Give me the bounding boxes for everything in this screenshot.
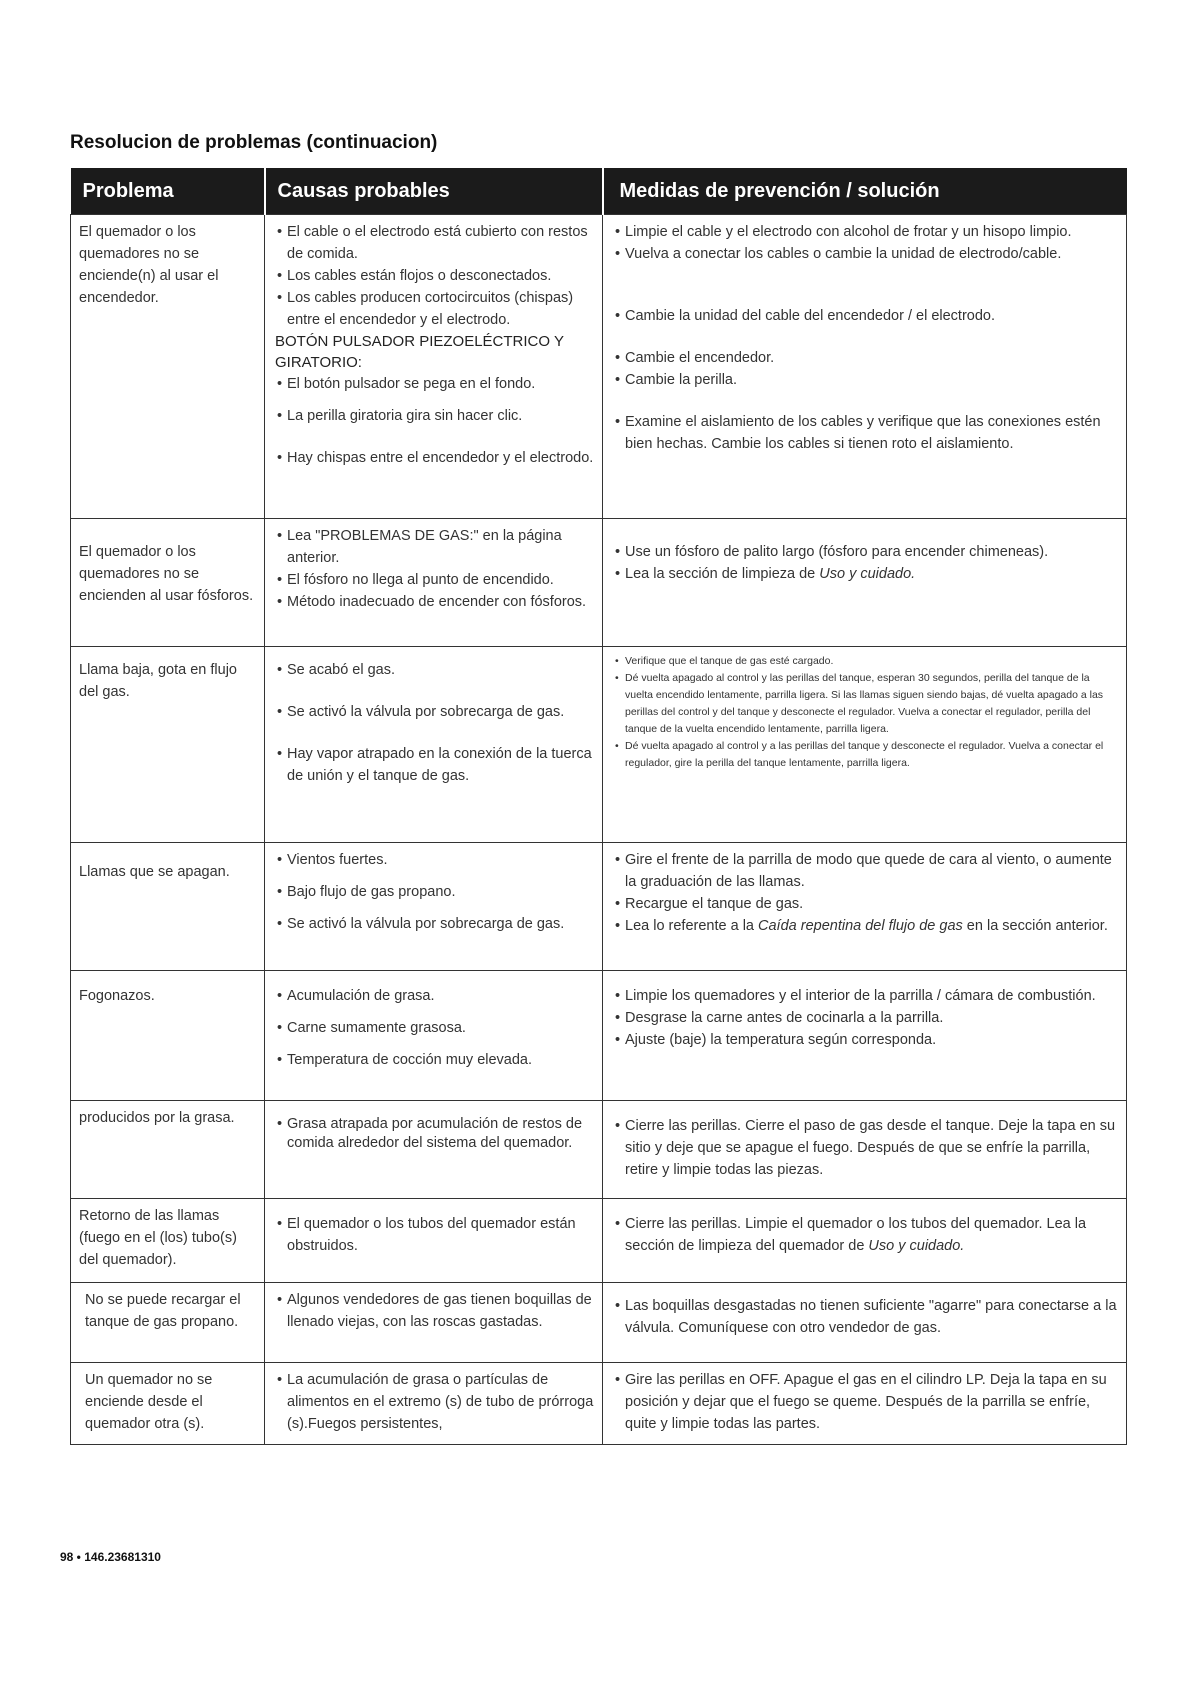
solution-item: • Dé vuelta apagado al control y las perillas del tanque, esperan 30 segundos, perilla del tanque de la vuelta encendido lentamente, parrilla ligera. Si las llamas siguen siendo bajas, dé vuelta apagado a las perillas del control y del tanque y desconecte el regulador. Vuelva a conectar el regulador, perilla del tanque de la vuelta encendido lentamente, parrilla ligera. (613, 670, 1118, 738)
problem-cell (71, 215, 265, 519)
solution-text: Lea lo referente a la (625, 918, 759, 934)
problem-text: Retorno de las llamas (fuego en el (los) tubo(s) del quemador). (79, 1208, 237, 1268)
problem-text: Fogonazos. (79, 988, 155, 1004)
solution-item: • Cambie el encendedor. (613, 347, 1118, 369)
solutions-cell (603, 519, 1127, 647)
problem-text: Llama baja, gota en flujo del gas. (79, 662, 237, 700)
cause-item: • Los cables producen cortocircuitos (chispas) entre el encendedor y el electrodo. (275, 287, 594, 331)
solution-item: • Verifique que el tanque de gas esté cargado. (613, 653, 1118, 670)
spacer (613, 391, 1118, 411)
problem-text: Llamas que se apagan. (79, 864, 230, 880)
cause-item: • Acumulación de grasa. (275, 985, 594, 1007)
cause-item: • Bajo flujo de gas propano. (275, 881, 594, 903)
table-row (71, 843, 1127, 971)
solution-item (613, 915, 1118, 937)
solution-item: • Desgrase la carne antes de cocinarla a la parrilla. (613, 1007, 1118, 1029)
problem-text: El quemador o los quemadores no se enciende(n) al usar el encendedor. (79, 224, 219, 306)
solutions-cell (603, 647, 1127, 843)
solution-item: • Vuelva a conectar los cables o cambie la unidad de electrodo/cable. (613, 243, 1118, 265)
cause-item: • Hay chispas entre el encendedor y el electrodo. (275, 447, 594, 469)
spacer (613, 265, 1118, 285)
cause-item: • El cable o el electrodo está cubierto con restos de comida. (275, 221, 594, 265)
cause-item: • Método inadecuado de encender con fósforos. (275, 591, 594, 613)
cause-item: • El quemador o los tubos del quemador están obstruidos. (275, 1213, 594, 1257)
table-header-row (71, 168, 1127, 215)
solutions-cell (603, 1363, 1127, 1445)
header-causes: Causas probables (265, 168, 603, 215)
solution-item: • Cambie la perilla. (613, 369, 1118, 391)
solution-emphasis: Uso y cuidado. (819, 566, 916, 582)
table-row (71, 519, 1127, 647)
solution-emphasis: Caída repentina del flujo de gas (758, 918, 963, 934)
solution-item: • Examine el aislamiento de los cables y verifique que las conexiones estén bien hechas. Cambie los cables si tienen roto el aislamiento. (613, 411, 1118, 455)
causes-cell (265, 1283, 603, 1363)
cause-text: en la página anterior. (287, 528, 562, 566)
solution-text: Lea la sección de limpieza de (625, 566, 820, 582)
spacer (613, 327, 1118, 347)
causes-cell (265, 215, 603, 519)
solution-item: • Dé vuelta apagado al control y a las perillas del tanque y desconecte el regulador. Vuelva a conectar el regulador, gire la perilla del tanque lentamente, parrilla ligera. (613, 738, 1118, 772)
table-row (71, 647, 1127, 843)
solutions-cell (603, 1101, 1127, 1199)
troubleshooting-table (70, 168, 1127, 1445)
header-solutions: Medidas de prevención / solución (603, 168, 1127, 215)
solution-item: • Gire las perillas en OFF. Apague el gas en el cilindro LP. Deja la tapa en su posición y dejar que el fuego se queme. Después de la parrilla se enfríe, quite y limpie todas las partes. (613, 1369, 1118, 1435)
cause-item: • Grasa atrapada por acumulación de restos de comida alrededor del sistema del quemador. (275, 1115, 594, 1153)
table-row (71, 215, 1127, 519)
spacer (275, 903, 594, 913)
solutions-cell (603, 843, 1127, 971)
cause-item: • Vientos fuertes. (275, 849, 594, 871)
causes-cell (265, 971, 603, 1101)
solution-text: en la sección anterior. (962, 918, 1108, 934)
spacer (275, 871, 594, 881)
solution-item: • Use un fósforo de palito largo (fósforo para encender chimeneas). (613, 541, 1118, 563)
problem-text: Un quemador no se enciende desde el quemador otra (s). (85, 1372, 213, 1432)
cause-item: • Se activó la válvula por sobrecarga de gas. (275, 913, 594, 935)
problem-cell (71, 1283, 265, 1363)
solution-item: • Cierre las perillas. Cierre el paso de gas desde el tanque. Deje la tapa en su sitio y deje que se apague el fuego. Después de que se enfríe la parrilla, retire y limpie todas las piezas. (613, 1115, 1118, 1181)
spacer (275, 395, 594, 405)
spacer (275, 427, 594, 447)
spacer (275, 1007, 594, 1017)
solution-text: Cierre las perillas. Limpie el quemador o los tubos del quemador. Lea la sección de limpieza del quemador de (625, 1216, 1087, 1254)
solution-item: • Recargue el tanque de gas. (613, 893, 1118, 915)
problem-cell (71, 1363, 265, 1445)
cause-text: Lea (287, 528, 316, 544)
problem-text: producidos por la grasa. (79, 1110, 235, 1126)
causes-cell (265, 647, 603, 843)
cause-item: • Carne sumamente grasosa. (275, 1017, 594, 1039)
table-row (71, 1101, 1127, 1199)
problem-text: No se puede recargar el tanque de gas propano. (85, 1292, 241, 1330)
solution-item: • Cambie la unidad del cable del encendedor / el electrodo. (613, 305, 1118, 327)
header-problem: Problema (71, 168, 265, 215)
solution-item: • Gire el frente de la parrilla de modo que quede de cara al viento, o aumente la graduación de las llamas. (613, 849, 1118, 893)
cause-item: • Se acabó el gas. (275, 659, 594, 681)
cause-item: • Hay vapor atrapado en la conexión de la tuerca de unión y el tanque de gas. (275, 743, 594, 787)
solution-emphasis: Uso y cuidado. (868, 1238, 965, 1254)
cause-heading: BOTÓN PULSADOR PIEZOELÉCTRICO Y GIRATORIO: (275, 333, 564, 371)
table-row (71, 1199, 1127, 1283)
problem-text: El quemador o los quemadores no se encienden al usar fósforos. (79, 544, 254, 604)
problem-cell (71, 1101, 265, 1199)
cause-item: • La acumulación de grasa o partículas de alimentos en el extremo (s) de tubo de prórroga (s).Fuegos persistentes, (275, 1369, 594, 1435)
causes-cell (265, 1199, 603, 1283)
solutions-cell (603, 971, 1127, 1101)
solutions-cell (603, 1283, 1127, 1363)
cause-item (275, 525, 594, 569)
cause-item: • Los cables están flojos o desconectados. (275, 265, 594, 287)
problem-cell (71, 519, 265, 647)
solution-item (613, 1213, 1118, 1257)
solution-item: • Ajuste (baje) la temperatura según corresponda. (613, 1029, 1118, 1051)
cause-item: • El fósforo no llega al punto de encendido. (275, 569, 594, 591)
causes-cell (265, 519, 603, 647)
causes-cell (265, 1363, 603, 1445)
solutions-cell (603, 215, 1127, 519)
problem-cell (71, 971, 265, 1101)
causes-cell (265, 843, 603, 971)
problem-cell (71, 1199, 265, 1283)
problem-cell (71, 843, 265, 971)
problem-cell (71, 647, 265, 843)
spacer (613, 285, 1118, 305)
page-title: Resolucion de problemas (continuacion) (70, 132, 438, 153)
page-footer: 98 • 146.23681310 (60, 1550, 161, 1564)
causes-cell (265, 1101, 603, 1199)
table-row (71, 971, 1127, 1101)
cause-item: • Se activó la válvula por sobrecarga de gas. (275, 701, 594, 723)
cause-item: • Algunos vendedores de gas tienen boquillas de llenado viejas, con las roscas gastadas. (275, 1289, 594, 1333)
table-row (71, 1283, 1127, 1363)
spacer (275, 723, 594, 743)
cause-caps: "PROBLEMAS DE GAS:" (315, 528, 479, 544)
cause-item: • Temperatura de cocción muy elevada. (275, 1049, 594, 1071)
solution-item (613, 563, 1118, 585)
solution-item: • Limpie los quemadores y el interior de la parrilla / cámara de combustión. (613, 985, 1118, 1007)
cause-item: • La perilla giratoria gira sin hacer clic. (275, 405, 594, 427)
solution-item: • Las boquillas desgastadas no tienen suficiente "agarre" para conectarse a la válvula. Comuníquese con otro vendedor de gas. (613, 1295, 1118, 1339)
table-row (71, 1363, 1127, 1445)
solutions-cell (603, 1199, 1127, 1283)
cause-item: • El botón pulsador se pega en el fondo. (275, 373, 594, 395)
spacer (275, 681, 594, 701)
solution-item: • Limpie el cable y el electrodo con alcohol de frotar y un hisopo limpio. (613, 221, 1118, 243)
spacer (275, 1039, 594, 1049)
